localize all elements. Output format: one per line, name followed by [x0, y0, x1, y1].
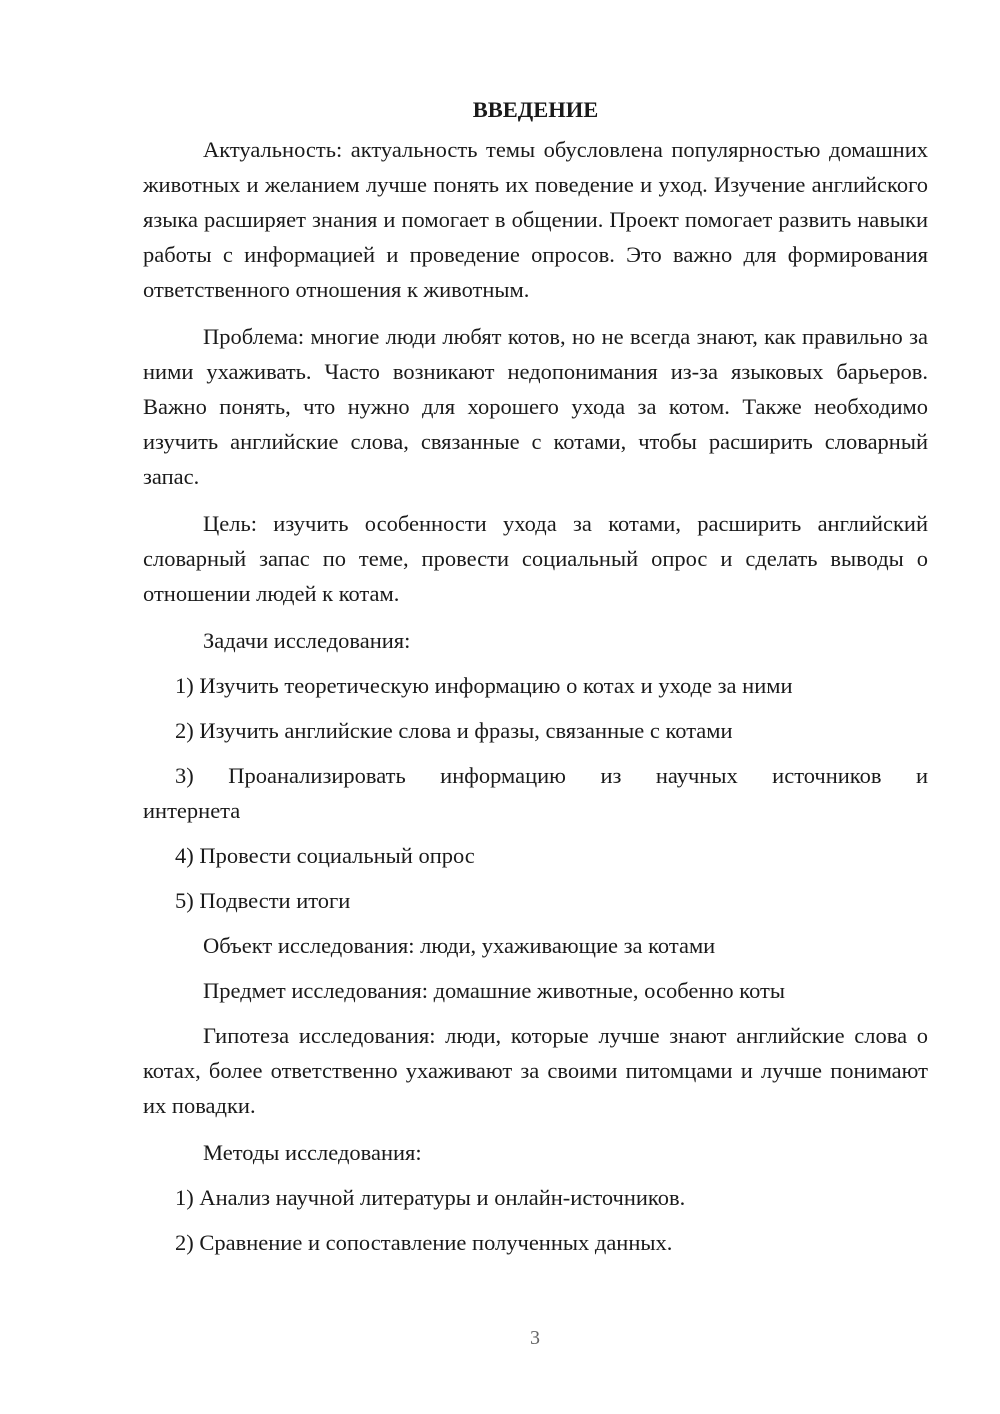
object-line: Объект исследования: люди, ухаживающие за котами [203, 933, 716, 958]
task-item: 1) Изучить теоретическую информацию о котах и уходе за ними [175, 673, 793, 698]
method-item: 2) Сравнение и сопоставление полученных данных. [175, 1230, 673, 1255]
task-item: 4) Провести социальный опрос [175, 843, 475, 868]
method-item: 1) Анализ научной литературы и онлайн-источников. [175, 1185, 686, 1210]
goal-paragraph: Цель: изучить особенности ухода за котами, расширить английский словарный запас по теме, провести социальный опрос и сделать выводы о отношении людей к котам. [143, 511, 928, 606]
hypothesis-paragraph: Гипотеза исследования: люди, которые лучше знают английские слова о котах, более ответственно ухаживают за своими питомцами и лучше понимают их повадки. [143, 1023, 928, 1118]
document-page [143, 92, 928, 1270]
problem-paragraph: Проблема: многие люди любят котов, но не всегда знают, как правильно за ними ухаживать. Часто возникают недопонимания из-за языковых барьеров. Важно понять, что нужно для хорошего ухода за котом. Также необходимо изучить английские слова, связанные с котами, чтобы расширить словарный запас. [143, 324, 928, 489]
tasks-heading: Задачи исследования: [203, 628, 411, 653]
section-title: ВВЕДЕНИЕ [472, 97, 599, 122]
task-item: 2) Изучить английские слова и фразы, связанные с котами [175, 718, 733, 743]
subject-line: Предмет исследования: домашние животные, особенно коты [203, 978, 786, 1003]
task-item: 3) Проанализировать информацию из научных источников и [175, 763, 928, 788]
task-item-continuation: интернета [143, 798, 241, 823]
page-number: 3 [530, 1327, 540, 1349]
task-item: 5) Подвести итоги [175, 888, 351, 913]
relevance-paragraph: Актуальность: актуальность темы обусловлена популярностью домашних животных и желанием лучше понять их поведение и уход. Изучение английского языка расширяет знания и помогает в общении. Проект помогает развить навыки работы с информацией и проведение опросов. Это важно для формирования ответственного отношения к животным. [143, 137, 928, 302]
methods-heading: Методы исследования: [203, 1140, 422, 1165]
